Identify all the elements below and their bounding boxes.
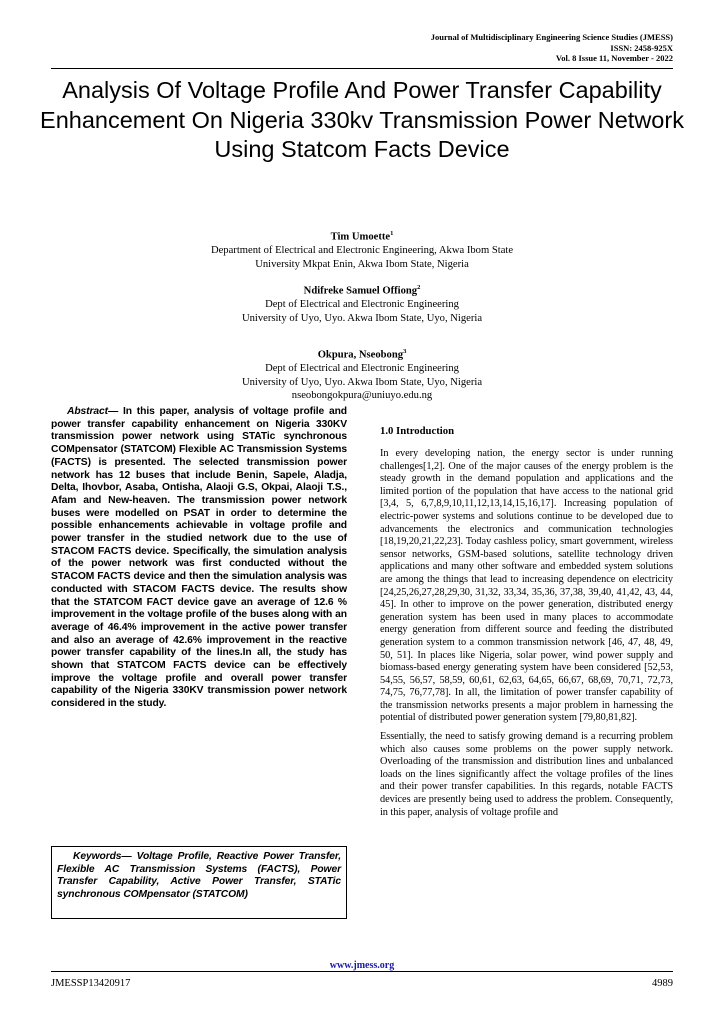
author-affiliation: University of Uyo, Uyo. Akwa Ibom State, Uyo, Nigeria xyxy=(241,312,483,324)
paper-id: JMESSP13420917 xyxy=(51,978,131,989)
journal-header xyxy=(273,32,673,64)
journal-name: Journal of Multidisciplinary Engineering Science Studies (JMESS) xyxy=(430,32,673,42)
left-column xyxy=(51,406,347,711)
page-number: 4989 xyxy=(652,978,673,989)
footer-link[interactable]: www.jmess.org xyxy=(329,960,395,971)
paper-title: Analysis Of Voltage Profile And Power Transfer Capability Enhancement On Nigeria 330kv Transmission Power Network Using Statcom Facts Device xyxy=(40,77,684,162)
author-affiliation: University Mkpat Enin, Akwa Ibom State, Nigeria xyxy=(255,258,469,270)
author-name: Ndifreke Samuel Offiong$^2$ xyxy=(303,284,421,297)
abstract-text: In this paper, analysis of voltage profile and power transfer capability enhancement on Nigeria 330KV transmission power network using STATic synchronous COMpensator (STATCOM) Flexible AC Transmission Systems (FACTS) is presented. The selected transmission power network has 12 buses that include Benin, Sapele, Aladja, Delta, Ihovbor, Asaba, Ontisha, Alaoji G.S, Okpai, Alaoji T.S., Afam and New-heaven. The transmission power network buses were modelled on PSAT in order to determine the possible enhancements achievable in voltage profile and power transfer in the studied network due to the use of STACOM FACTS device. Specifically, the simulation analysis of the power network was first conducted without the STACOM FACTS device and then the simulation analysis was conducted with STACOM FACTS device. The results show that the STATCOM FACT device gave an average of 12.6 % improvement in the voltage profile of the buses along with an average of 46.4% improvement in the active power transfer and also an average of 42.6% improvement in the reactive power transfer capability of the lines.In all, the study has shown that STATCOM FACTS device can be effectively improve the voltage profile and overall power transfer capability of the Nigeria 330KV transmission power network considered in the study. xyxy=(51,406,347,710)
author-block-1 xyxy=(100,227,624,271)
intro-paragraph-1: In every developing nation, the energy sector is under running challenges[1,2]. One of the major causes of the energy problem is the steady growth in the demand population and applications and the limited portion of the population that have access to the national grid [3,4, 5, 6,7,8,9,10,11,12,13,14,15,16,17]. Increasing population of electric-power systems and solutions continue to be developed due to advancements the electronics and communication technologies [18,19,20,21,22,23]. Today cashless policy, smart government, wireless sensor networks, GSM-based solutions, satellite technology driven applications and many other software and embedded system solutions are among the things that lead to increasing dependence on electricity [24,25,26,27,28,29,30, 31,32, 33,34, 35,36, 37,38, 39,40, 41,42, 43, 44, 45]. In other to improve on the power generation, distributed energy generation system has been used in many places to accommodate energy generation from different source and feeding the distributed generation system to a common transmission network [46, 47, 48, 49, 50, 51]. In places like Nigeria, solar power, wind power supply and biomass-based energy generating system have been considered [52,53, 54,55, 56,57, 58,59, 60,61, 62,63, 64,65, 66,67, 68,69, 70,71, 72,73, 74,75, 76,77,78]. In all, the limitation of power transfer capability of the transmission networks presents a major problem in harnessing the potential of distributed power generation system [79,80,81,82]. xyxy=(380,448,673,724)
keywords-box xyxy=(51,846,347,919)
footer-divider xyxy=(51,971,673,972)
author-affiliation: University of Uyo, Uyo. Akwa Ibom State, Uyo, Nigeria xyxy=(241,376,483,388)
author-affiliation: Department of Electrical and Electronic Engineering, Akwa Ibom State xyxy=(210,245,514,257)
author-affiliation: Dept of Electrical and Electronic Engineering xyxy=(265,299,459,311)
author-block-2 xyxy=(100,281,624,325)
author-block-3 xyxy=(100,345,624,403)
header-divider xyxy=(51,68,673,69)
author-name: Tim Umoette$^1$ xyxy=(330,230,394,243)
abstract xyxy=(51,406,347,711)
keywords: Keywords— Voltage Profile, Reactive Power Transfer, Flexible AC Transmission Systems (FACTS), Power Transfer Capability, Active Power Transfer, STATic synchronous COMpensator (STATCOM) xyxy=(57,851,341,901)
intro-paragraph-2: Essentially, the need to satisfy growing demand is a recurring problem which also causes some problems on the power supply network. Overloading of the transmission and distribution lines and unbalanced loads on the lines significantly affect the voltage profiles of the lines and their power transfer capabilities. In this regards, notable FACTS devices are presently being used to address the problem. Consequently, in this paper, analysis of voltage profile and xyxy=(380,731,673,818)
right-column xyxy=(380,406,673,819)
section-heading: 1.0 Introduction xyxy=(380,425,455,437)
abstract-lead: Abstract— xyxy=(67,406,119,417)
journal-volume: Vol. 8 Issue 11, November - 2022 xyxy=(555,53,673,63)
journal-issn: ISSN: 2458-925X xyxy=(610,42,673,53)
author-affiliation: Dept of Electrical and Electronic Engineering xyxy=(265,363,459,375)
author-email: nseobongokpura@uniuyo.edu.ng xyxy=(291,390,433,402)
author-name: Okpura, Nseobong$^3$ xyxy=(317,348,407,361)
